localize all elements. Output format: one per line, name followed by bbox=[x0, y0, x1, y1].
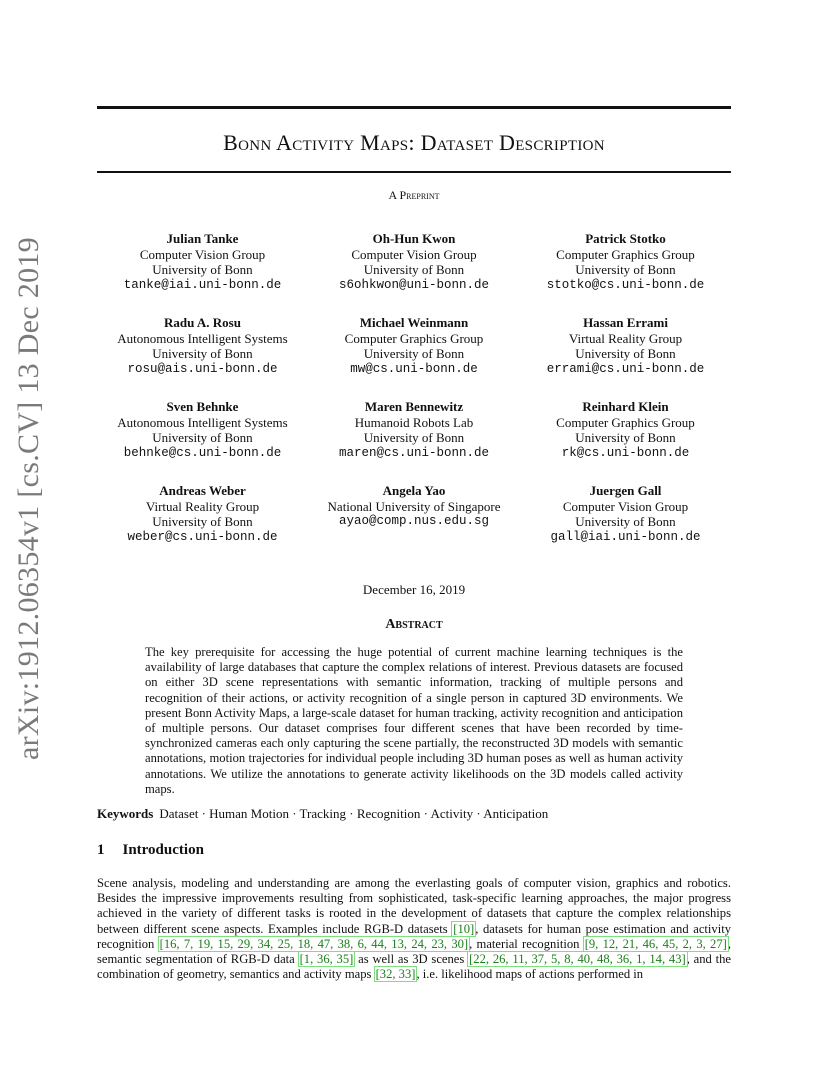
author-name: Hassan Errami bbox=[583, 315, 668, 330]
arxiv-identifier[interactable]: arXiv:1912.06354v1 [cs.CV] 13 Dec 2019 bbox=[12, 237, 45, 760]
author-email[interactable]: behnke@cs.uni-bonn.de bbox=[123, 445, 282, 460]
author-group: Virtual Reality Group bbox=[568, 330, 683, 346]
author-name: Michael Weinmann bbox=[359, 315, 469, 330]
keywords-label: Keywords bbox=[97, 806, 154, 821]
author-affiliation: University of Bonn bbox=[575, 346, 676, 361]
author-name: Sven Behnke bbox=[166, 399, 239, 414]
author-name: Julian Tanke bbox=[166, 231, 239, 246]
author-group: Virtual Reality Group bbox=[145, 498, 260, 514]
author-group: Computer Vision Group bbox=[562, 498, 689, 514]
author-group: Computer Graphics Group bbox=[556, 246, 695, 262]
abstract-heading: Abstract bbox=[385, 617, 443, 632]
author-email[interactable]: ayao@comp.nus.edu.sg bbox=[338, 514, 490, 528]
author-name: Oh-Hun Kwon bbox=[372, 231, 456, 246]
author-affiliation: University of Bonn bbox=[152, 346, 253, 361]
author-email[interactable]: tanke@iai.uni-bonn.de bbox=[123, 277, 282, 292]
citation-link[interactable]: [16, 7, 19, 15, 29, 34, 25, 18, 47, 38, 6, 44, 13, 24, 23, 30] bbox=[159, 936, 469, 951]
author-group: Computer Graphics Group bbox=[344, 330, 484, 346]
section-heading bbox=[97, 842, 204, 859]
intro-text: , material recognition bbox=[469, 936, 584, 951]
author-card bbox=[309, 315, 520, 399]
paper-date: December 16, 2019 bbox=[362, 582, 466, 597]
author-name: Maren Bennewitz bbox=[364, 399, 464, 414]
author-row bbox=[97, 315, 731, 399]
author-name: Angela Yao bbox=[382, 483, 446, 498]
author-email[interactable]: s6ohkwon@uni-bonn.de bbox=[338, 277, 490, 292]
citation-link[interactable]: [10] bbox=[453, 921, 475, 936]
citation-link[interactable]: [32, 33] bbox=[375, 967, 416, 982]
intro-text: , and the combination of geometry, semantics and activity maps bbox=[97, 952, 732, 982]
author-card bbox=[309, 399, 520, 483]
author-email[interactable]: gall@iai.uni-bonn.de bbox=[550, 529, 701, 544]
keywords-line bbox=[97, 806, 731, 822]
intro-text: , semantic segmentation of RGB-D data bbox=[97, 936, 731, 967]
intro-text: , i.e. likelihood maps of actions performed in bbox=[416, 967, 644, 982]
author-group: National University of Singapore bbox=[327, 498, 501, 514]
author-card bbox=[520, 399, 731, 483]
author-card bbox=[520, 231, 731, 315]
author-group: Computer Vision Group bbox=[351, 246, 477, 262]
author-group: Computer Vision Group bbox=[139, 246, 266, 262]
intro-text: as well as 3D scenes bbox=[354, 952, 469, 967]
author-card bbox=[97, 483, 308, 567]
author-row bbox=[97, 483, 731, 567]
intro-paragraph bbox=[97, 876, 731, 982]
author-affiliation: University of Bonn bbox=[575, 514, 676, 529]
abstract-text: The key prerequisite for accessing the huge potential of current machine learning techniques is the availability of large databases that capture the complex relations of interest. Previous datasets are focused on either 3D scene representations with semantic information, tracking of multiple persons and recognition of their actions, or activity recognition of a single person in captured 3D environments. We present Bonn Activity Maps, a large-scale dataset for human tracking, activity recognition and anticipation of multiple persons. Our dataset comprises four different scenes that have been recorded by time-synchronized cameras each only capturing the scene partially, the reconstructed 3D models with semantic annotations, motion trajectories for individual people including 3D human poses as well as human activity annotations. We utilize the annotations to generate activity likelihoods on the 3D models called activity maps. bbox=[145, 645, 683, 796]
author-card bbox=[309, 231, 520, 315]
author-email[interactable]: errami@cs.uni-bonn.de bbox=[546, 361, 705, 376]
author-card bbox=[97, 231, 308, 315]
intro-text: , datasets for human pose estimation and activity recognition bbox=[97, 921, 731, 951]
author-row bbox=[97, 399, 731, 483]
citation-link[interactable]: [22, 26, 11, 37, 5, 8, 40, 48, 36, 1, 14, 43] bbox=[469, 952, 686, 967]
author-affiliation: University of Bonn bbox=[152, 262, 253, 277]
author-card bbox=[520, 315, 731, 399]
author-row bbox=[97, 231, 731, 315]
author-card bbox=[97, 315, 308, 399]
author-affiliation: University of Bonn bbox=[363, 346, 465, 361]
author-affiliation: University of Bonn bbox=[363, 430, 465, 445]
author-card bbox=[309, 483, 520, 567]
author-group: Computer Graphics Group bbox=[556, 414, 695, 430]
author-name: Reinhard Klein bbox=[582, 399, 669, 414]
author-card bbox=[97, 399, 308, 483]
citation-link[interactable]: [1, 36, 35] bbox=[299, 952, 354, 967]
author-email[interactable]: maren@cs.uni-bonn.de bbox=[338, 445, 490, 460]
author-group: Autonomous Intelligent Systems bbox=[117, 330, 288, 346]
paper-title: Bonn Activity Maps: Dataset Description bbox=[223, 130, 605, 155]
author-affiliation: University of Bonn bbox=[575, 430, 676, 445]
author-email[interactable]: weber@cs.uni-bonn.de bbox=[127, 529, 278, 544]
top-rule bbox=[97, 106, 731, 109]
author-group: Autonomous Intelligent Systems bbox=[117, 414, 288, 430]
author-name: Radu A. Rosu bbox=[164, 315, 241, 330]
author-name: Juergen Gall bbox=[589, 483, 662, 498]
author-name: Patrick Stotko bbox=[585, 231, 666, 246]
author-affiliation: University of Bonn bbox=[152, 514, 253, 529]
section-number: 1 bbox=[97, 842, 105, 858]
author-affiliation: University of Bonn bbox=[363, 262, 465, 277]
author-card bbox=[520, 483, 731, 567]
title-bottom-rule bbox=[97, 171, 731, 173]
author-email[interactable]: rk@cs.uni-bonn.de bbox=[561, 445, 690, 460]
citation-link[interactable]: [9, 12, 21, 46, 45, 2, 3, 27] bbox=[584, 936, 727, 951]
keywords-list: Dataset · Human Motion · Tracking · Recognition · Activity · Anticipation bbox=[159, 806, 549, 821]
author-email[interactable]: mw@cs.uni-bonn.de bbox=[350, 361, 478, 376]
author-email[interactable]: stotko@cs.uni-bonn.de bbox=[546, 277, 705, 292]
author-affiliation: University of Bonn bbox=[575, 262, 676, 277]
author-affiliation: University of Bonn bbox=[152, 430, 253, 445]
section-title: Introduction bbox=[122, 842, 204, 858]
intro-text: Scene analysis, modeling and understanding are among the everlasting goals of computer vision, graphics and robotics. Besides the impressive improvements resulting from sophisticated, task-specific learning approaches, the major progress achieved in the variety of different tasks is rooted in the development of datasets that capture the complex relationships between different scene aspects. Examples include RGB-D datasets bbox=[97, 876, 731, 936]
author-block bbox=[97, 231, 731, 567]
author-group: Humanoid Robots Lab bbox=[354, 414, 474, 430]
author-email[interactable]: rosu@ais.uni-bonn.de bbox=[127, 361, 278, 376]
preprint-label: A Preprint bbox=[388, 188, 440, 202]
author-name: Andreas Weber bbox=[159, 483, 246, 498]
